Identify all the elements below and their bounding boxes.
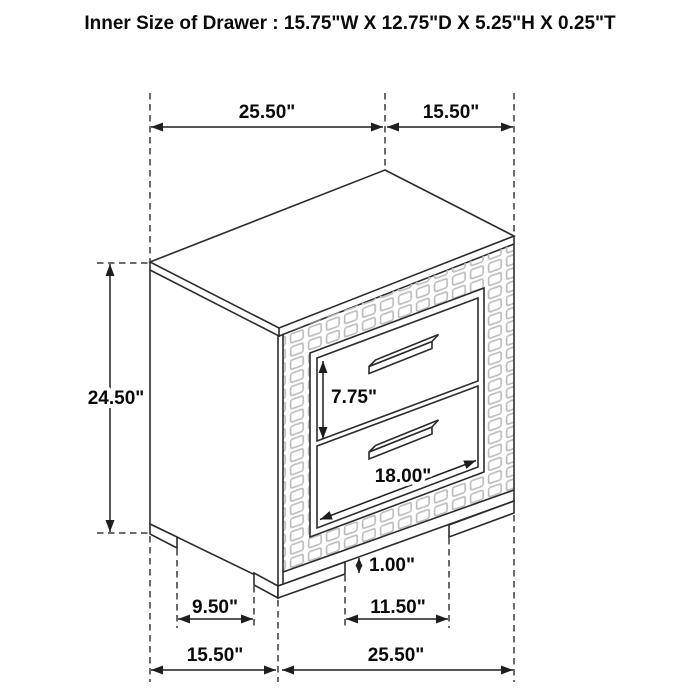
dim-label-side-leg-gap: 9.50" xyxy=(192,597,238,618)
dim-label-drawer-height: 7.75" xyxy=(331,387,377,408)
dim-label-overall-height: 24.50" xyxy=(87,388,145,409)
dim-label-base-depth: 15.50" xyxy=(186,645,244,666)
height-dimension xyxy=(88,263,148,533)
dim-label-front-leg-gap: 11.50" xyxy=(370,597,426,618)
nightstand-body xyxy=(150,170,514,598)
dim-label-overall-width: 25.50" xyxy=(238,102,296,123)
dim-label-drawer-width: 18.00" xyxy=(374,466,432,487)
dim-label-overall-depth: 15.50" xyxy=(422,102,480,123)
leg-left-rear xyxy=(150,524,177,548)
dim-label-leg-height: 1.00" xyxy=(369,555,415,576)
leg-front-corner-left xyxy=(254,573,278,598)
dim-label-base-width: 25.50" xyxy=(367,645,425,666)
diagram-title: Inner Size of Drawer : 15.75"W X 12.75"D X 5.25"H X 0.25"T xyxy=(84,13,616,34)
